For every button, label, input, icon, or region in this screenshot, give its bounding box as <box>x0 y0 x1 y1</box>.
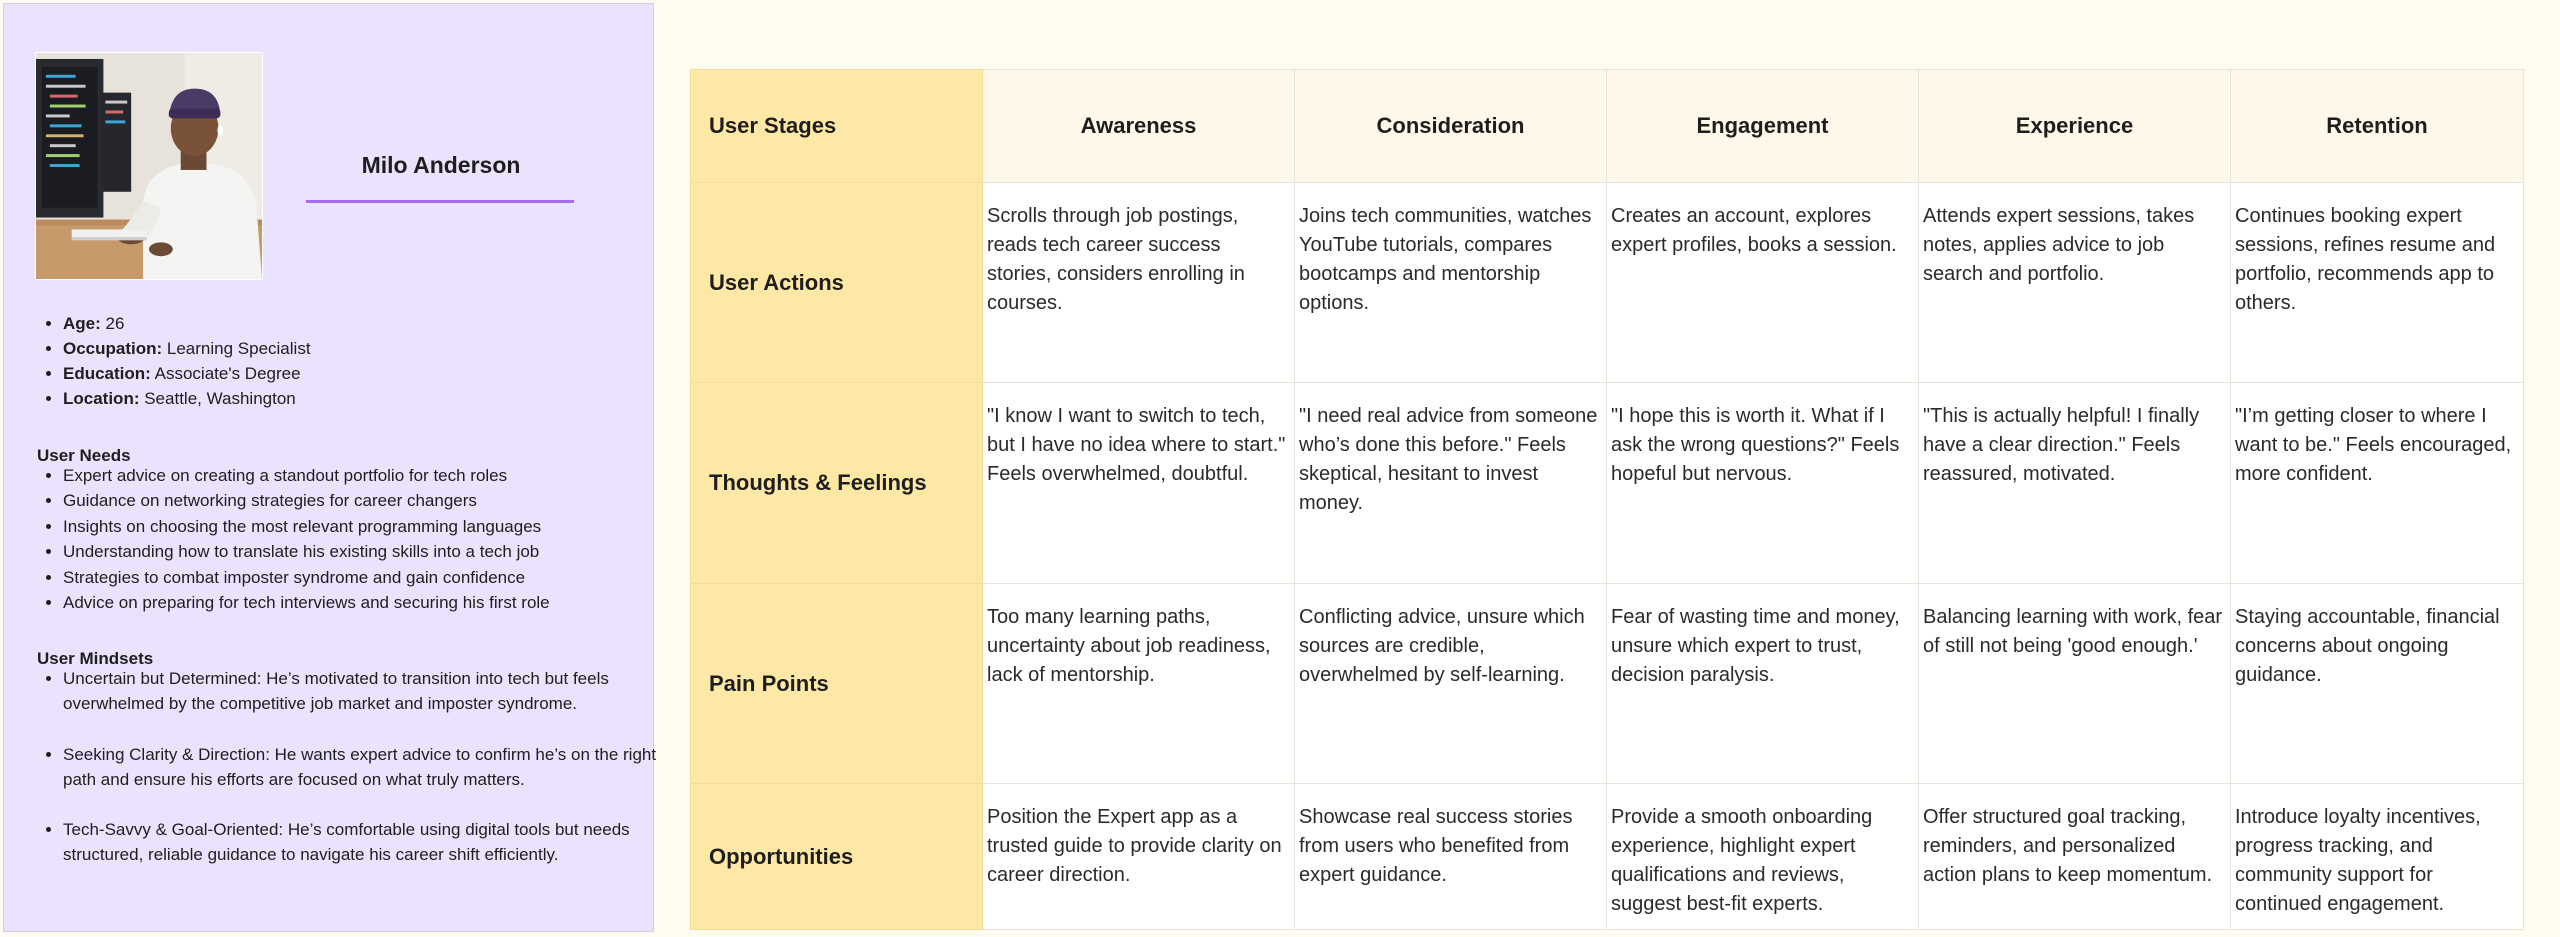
row-label: Pain Points <box>691 584 983 784</box>
table-cell: Provide a smooth onboarding experience, highlight expert qualifications and reviews, suggest best-fit experts. <box>1607 784 1919 930</box>
table-cell: Scrolls through job postings, reads tech career success stories, considers enrolling in courses. <box>983 183 1295 383</box>
table-cell: Introduce loyalty incentives, progress tracking, and community support for continued engagement. <box>2231 784 2524 930</box>
stage-retention: Retention <box>2231 70 2524 183</box>
fact-value: Associate's Degree <box>150 364 301 383</box>
row-pain-points <box>691 584 2524 784</box>
table-cell: Conflicting advice, unsure which sources are credible, overwhelmed by self-learning. <box>1295 584 1607 784</box>
stage-awareness: Awareness <box>983 70 1295 183</box>
stage-experience: Experience <box>1919 70 2231 183</box>
table-cell: "I know I want to switch to tech, but I have no idea where to start." Feels overwhelmed, doubtful. <box>983 383 1295 584</box>
need-item: • Understanding how to translate his existing skills into a tech job <box>63 539 663 564</box>
table-cell: "I’m getting closer to where I want to be." Feels encouraged, more confident. <box>2231 383 2524 584</box>
need-item: • Advice on preparing for tech interviews and securing his first role <box>63 590 663 615</box>
table-cell: Too many learning paths, uncertainty about job readiness, lack of mentorship. <box>983 584 1295 784</box>
table-cell: Balancing learning with work, fear of still not being 'good enough.' <box>1919 584 2231 784</box>
mindset-item: • Tech-Savvy & Goal-Oriented: He’s comfortable using digital tools but needs structured, reliable guidance to navigate his career shift efficiently. <box>63 817 663 868</box>
stage-consideration: Consideration <box>1295 70 1607 183</box>
fact-label: Age: <box>63 314 101 333</box>
table-cell: Attends expert sessions, takes notes, applies advice to job search and portfolio. <box>1919 183 2231 383</box>
fact-location <box>63 386 663 411</box>
fact-label: Education: <box>63 364 151 383</box>
user-needs-list <box>37 463 663 615</box>
row-thoughts-feelings <box>691 383 2524 584</box>
need-item: • Guidance on networking strategies for career changers <box>63 488 663 513</box>
mindset-item: • Uncertain but Determined: He’s motivated to transition into tech but feels overwhelmed by the competitive job market and imposter syndrome. <box>63 666 663 717</box>
need-item: • Expert advice on creating a standout portfolio for tech roles <box>63 463 663 488</box>
table-cell: Fear of wasting time and money, unsure which expert to trust, decision paralysis. <box>1607 584 1919 784</box>
user-mindsets-list <box>37 666 663 868</box>
table-cell: Creates an account, explores expert profiles, books a session. <box>1607 183 1919 383</box>
fact-value: Seattle, Washington <box>139 389 296 408</box>
fact-education <box>63 361 663 386</box>
persona-facts <box>37 311 663 411</box>
row-label: Thoughts & Feelings <box>691 383 983 584</box>
name-divider <box>306 200 574 203</box>
fact-age <box>63 311 663 336</box>
table-cell: Joins tech communities, watches YouTube tutorials, compares bootcamps and mentorship options. <box>1295 183 1607 383</box>
persona-card <box>3 3 657 932</box>
corner-label: User Stages <box>691 70 983 183</box>
table-cell: "I hope this is worth it. What if I ask the wrong questions?" Feels hopeful but nervous. <box>1607 383 1919 584</box>
table-cell: Showcase real success stories from users who benefited from expert guidance. <box>1295 784 1607 930</box>
need-item: • Strategies to combat imposter syndrome and gain confidence <box>63 565 663 590</box>
fact-occupation <box>63 336 663 361</box>
stages-header-row <box>691 70 2524 183</box>
row-user-actions <box>691 183 2524 383</box>
persona-photo-image <box>36 53 262 279</box>
stage-engagement: Engagement <box>1607 70 1919 183</box>
need-item: • Insights on choosing the most relevant programming languages <box>63 514 663 539</box>
table-cell: Offer structured goal tracking, reminders, and personalized action plans to keep momentum. <box>1919 784 2231 930</box>
user-needs-title: User Needs <box>37 446 131 465</box>
mindset-item: • Seeking Clarity & Direction: He wants expert advice to confirm he’s on the right path and ensure his efforts are focused on what truly matters. <box>63 742 663 793</box>
row-label: User Actions <box>691 183 983 383</box>
table-cell: Staying accountable, financial concerns about ongoing guidance. <box>2231 584 2524 784</box>
fact-value: 26 <box>100 314 125 333</box>
persona-name: Milo Anderson <box>361 152 521 178</box>
table-cell: Position the Expert app as a trusted guide to provide clarity on career direction. <box>983 784 1295 930</box>
fact-label: Occupation: <box>63 339 163 358</box>
row-opportunities <box>691 784 2524 930</box>
table-cell: Continues booking expert sessions, refines resume and portfolio, recommends app to others. <box>2231 183 2524 383</box>
fact-label: Location: <box>63 389 140 408</box>
user-mindsets-title: User Mindsets <box>37 649 154 668</box>
persona-photo <box>35 52 263 280</box>
table-cell: "I need real advice from someone who’s done this before." Feels skeptical, hesitant to invest money. <box>1295 383 1607 584</box>
fact-value: Learning Specialist <box>162 339 311 358</box>
row-label: Opportunities <box>691 784 983 930</box>
journey-map-table <box>690 69 2524 930</box>
table-cell: "This is actually helpful! I finally have a clear direction." Feels reassured, motivated. <box>1919 383 2231 584</box>
